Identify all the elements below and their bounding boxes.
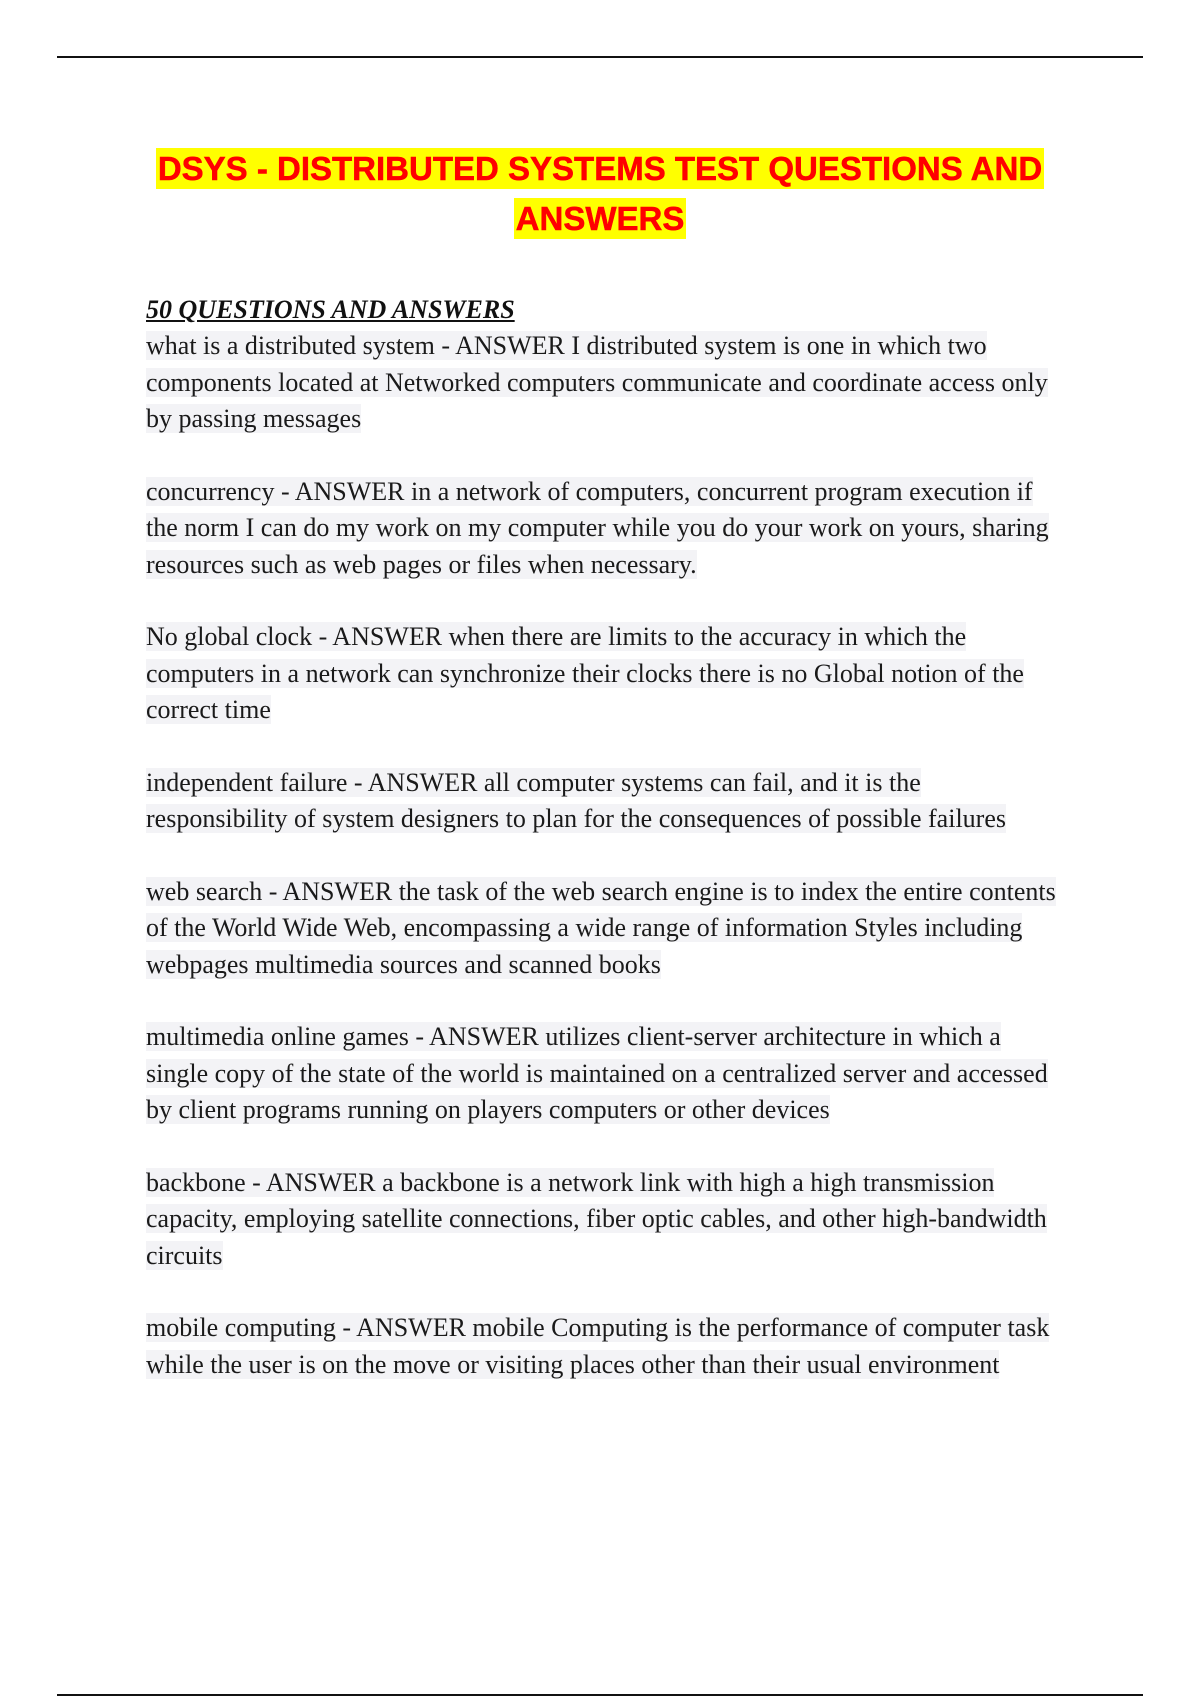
qa-item-text: independent failure - ANSWER all computer systems can fail, and it is the responsibility of system designers to plan for the consequences of possible failures bbox=[146, 767, 1006, 833]
qa-item bbox=[146, 619, 1066, 729]
qa-item-text: web search - ANSWER the task of the web search engine is to index the entire contents of the World Wide Web, encompassing a wide range of information Styles including webpages multimedia sources and scanned books bbox=[146, 876, 1056, 979]
qa-item bbox=[146, 328, 1066, 438]
document-body bbox=[146, 292, 1066, 1419]
qa-item bbox=[146, 1310, 1066, 1383]
qa-item bbox=[146, 874, 1066, 984]
qa-item bbox=[146, 1165, 1066, 1275]
qa-item-text: concurrency - ANSWER in a network of computers, concurrent program execution if the norm I can do my work on my computer while you do your work on yours, sharing resources such as web pages or files when necessary. bbox=[146, 476, 1049, 579]
bottom-rule bbox=[57, 1694, 1143, 1696]
document-title bbox=[100, 144, 1100, 244]
top-rule bbox=[57, 56, 1143, 58]
qa-item-text: mobile computing - ANSWER mobile Computing is the performance of computer task while the user is on the move or visiting places other than their usual environment bbox=[146, 1313, 1050, 1379]
qa-item-text: what is a distributed system - ANSWER I distributed system is one in which two components located at Networked computers communicate and coordinate access only by passing messages bbox=[146, 331, 1048, 433]
qa-item bbox=[146, 1019, 1066, 1129]
qa-item-text: backbone - ANSWER a backbone is a network link with high a high transmission capacity, employing satellite connections, fiber optic cables, and other high-bandwidth circuits bbox=[146, 1167, 1047, 1270]
qa-item bbox=[146, 765, 1066, 838]
document-title-text: DSYS - DISTRIBUTED SYSTEMS TEST QUESTIONS AND ANSWERS bbox=[157, 150, 1043, 237]
section-subtitle: 50 QUESTIONS AND ANSWERS bbox=[146, 295, 515, 324]
qa-list bbox=[146, 328, 1066, 1383]
qa-item-text: No global clock - ANSWER when there are limits to the accuracy in which the computers in a network can synchronize their clocks there is no Global notion of the correct time bbox=[146, 622, 1024, 724]
qa-item bbox=[146, 474, 1066, 584]
qa-item-text: multimedia online games - ANSWER utilizes client-server architecture in which a single copy of the state of the world is maintained on a centralized server and accessed by client programs running on players computers or other devices bbox=[146, 1022, 1048, 1124]
